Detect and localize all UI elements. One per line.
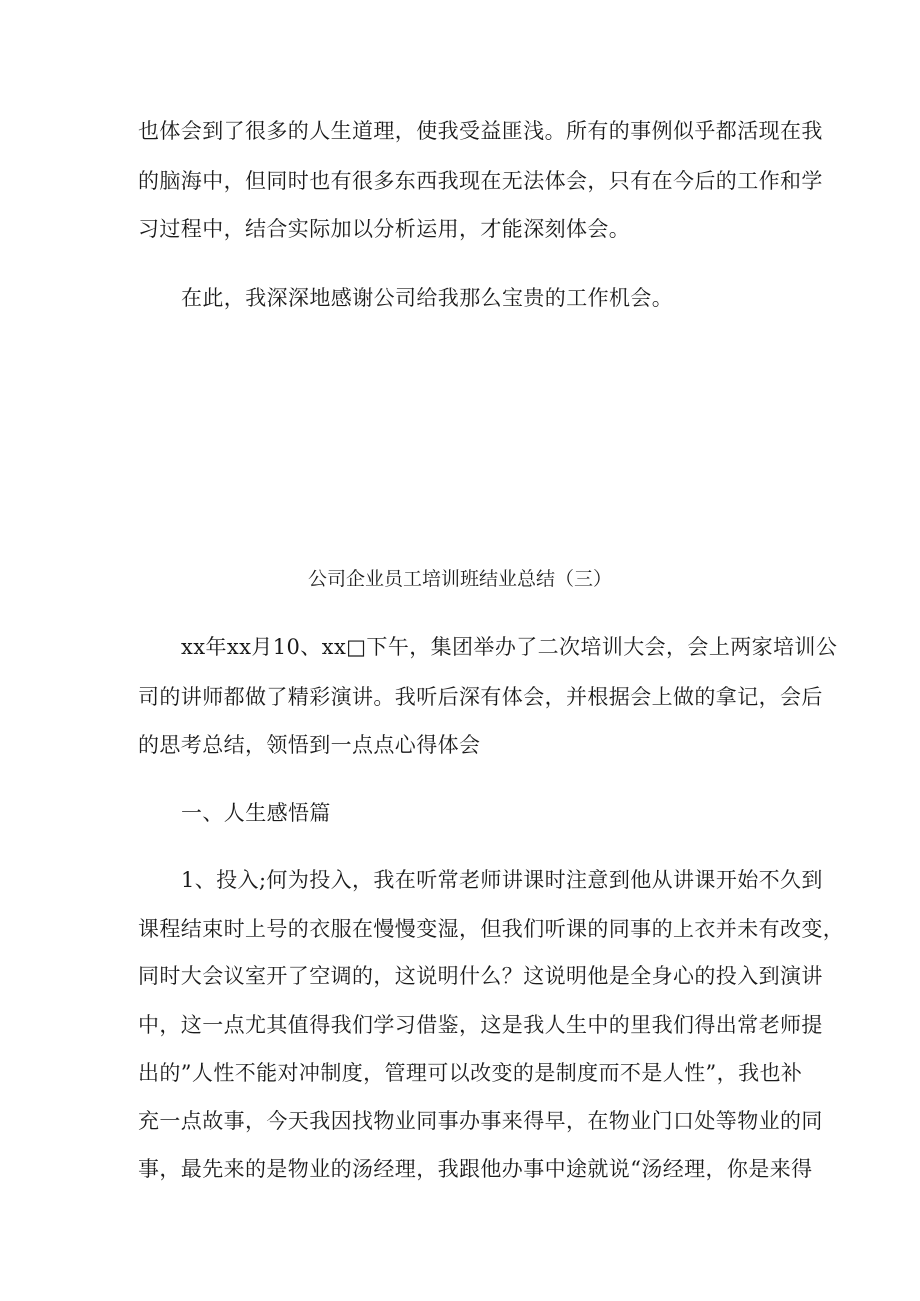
text-line: 充一点故事，今天我因找物业同事办事来得早，在物业门口处等物业的同 bbox=[138, 1109, 823, 1133]
text-line: 1、投入;何为投入，我在听常老师讲课时注意到他从讲课开始不久到 bbox=[181, 868, 823, 892]
text-line: 事，最先来的是物业的汤经理，我跟他办事中途就说“汤经理，你是来得 bbox=[138, 1157, 813, 1181]
section-title: 公司企业员工培训班结业总结（三） bbox=[307, 568, 612, 590]
subheading: 一、人生感悟篇 bbox=[181, 801, 331, 825]
text-line: 同时大会议室开了空调的，这说明什么？这说明他是全身心的投入到演讲 bbox=[138, 964, 823, 988]
text-line: 课程结束时上号的衣服在慢慢变湿，但我们听课的同事的上衣并未有改变， bbox=[138, 917, 845, 941]
text-line: 也体会到了很多的人生道理，使我受益匪浅。所有的事例似乎都活现在我 bbox=[138, 119, 823, 143]
text-line: 习过程中，结合实际加以分析运用，才能深刻体会。 bbox=[138, 217, 631, 241]
closing-paragraph: 在此，我深深地感谢公司给我那么宝贵的工作机会。 bbox=[181, 286, 674, 310]
text-line: 的思考总结，领悟到一点点心得体会 bbox=[138, 733, 481, 757]
text-line: 的脑海中，但同时也有很多东西我现在无法体会，只有在今后的工作和学 bbox=[138, 169, 823, 193]
text-line: 司的讲师都做了精彩演讲。我听后深有体会，并根据会上做的拿记，会后 bbox=[138, 685, 823, 709]
text-line: 中，这一点尤其值得我们学习借鉴，这是我人生中的里我们得出常老师提 bbox=[138, 1013, 823, 1037]
text-line: 出的”人性不能对冲制度，管理可以改变的是制度而不是人性”，我也补 bbox=[138, 1061, 803, 1085]
text-line: xx年xx月10、xx□下午，集团举办了二次培训大会，会上两家培训公 bbox=[181, 635, 838, 659]
